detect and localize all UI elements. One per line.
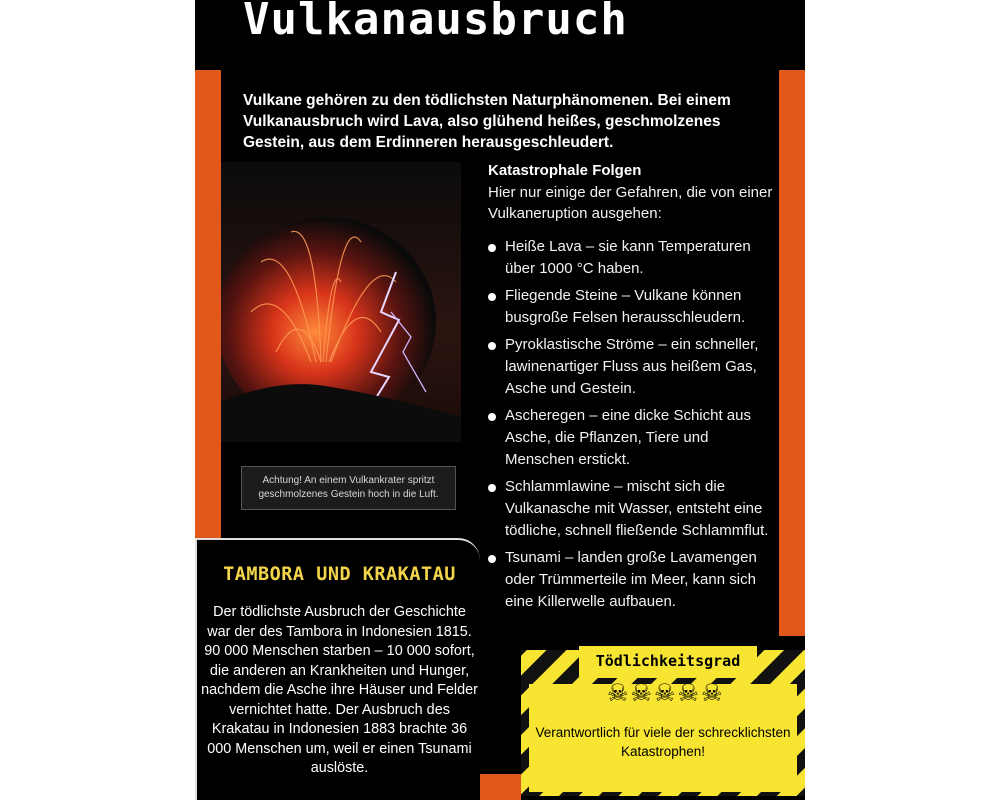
list-item: Fliegende Steine – Vulkane können busgroße Felsen herausschleudern. [488,285,778,329]
list-item: Schlammlawine – mischt sich die Vulkanasche mit Wasser, entsteht eine tödliche, schnell fließende Schlammflut. [488,476,778,542]
skull-icon: ☠☠☠☠☠ [607,680,725,707]
infobox-text: Der tödlichste Ausbruch der Geschichte war der des Tambora in Indonesien 1815. 90 000 Menschen starben – 10 000 sofort, die anderen an Krankheiten und Hunger, nachdem die Asche ihre Häuser und Felder vernichtet hatte. Der Ausbruch des Krakatau in Indonesien 1883 brachte 36 000 Menschen um, weil er einen Tsunami auslöste. [201,604,478,776]
danger-rating-panel [521,636,805,800]
orange-stripe-left [195,70,221,538]
bullet-icon [488,293,496,301]
bullet-icon [488,413,496,421]
bullet-icon [488,484,496,492]
list-item: Heiße Lava – sie kann Temperaturen über 1000 °C haben. [488,236,778,280]
book-page [195,0,805,800]
danger-title: Tödlichkeitsgrad [595,652,741,670]
photo-caption: Achtung! An einem Vulkankrater spritzt geschmolzenes Gestein hoch in die Luft. [241,466,456,510]
volcano-photo [221,162,461,442]
bullet-icon [488,244,496,252]
consequences-heading: Katastrophale Folgen [488,162,642,179]
consequences-section [488,161,778,618]
list-item: Pyroklastische Ströme – ein schneller, lawinenartiger Fluss aus heißem Gas, Asche und Gestein. [488,334,778,400]
orange-stripe-right [779,70,805,642]
list-item: Tsunami – landen große Lavamengen oder Trümmerteile im Meer, kann sich eine Killerwelle aufbauen. [488,547,778,613]
bullet-icon [488,342,496,350]
bullet-icon [488,555,496,563]
infobox-title: TAMBORA UND KRAKATAU [223,564,456,585]
list-item: Ascheregen – eine dicke Schicht aus Asche, die Pflanzen, Tiere und Menschen erstickt. [488,405,778,471]
tambora-krakatau-box [195,538,480,800]
danger-text: Verantwortlich für viele der schrecklichsten Katastrophen! [535,725,791,759]
intro-paragraph: Vulkane gehören zu den tödlichsten Naturphänomenen. Bei einem Vulkanausbruch wird Lava, also glühend heißes, geschmolzenes Gestein, aus dem Erdinneren herausgeschleudert. [243,92,731,151]
consequences-lead: Hier nur einige der Gefahren, die von einer Vulkaneruption ausgehen: [488,184,773,222]
page-title: Vulkanausbruch [243,0,628,45]
hazard-list [488,236,778,613]
